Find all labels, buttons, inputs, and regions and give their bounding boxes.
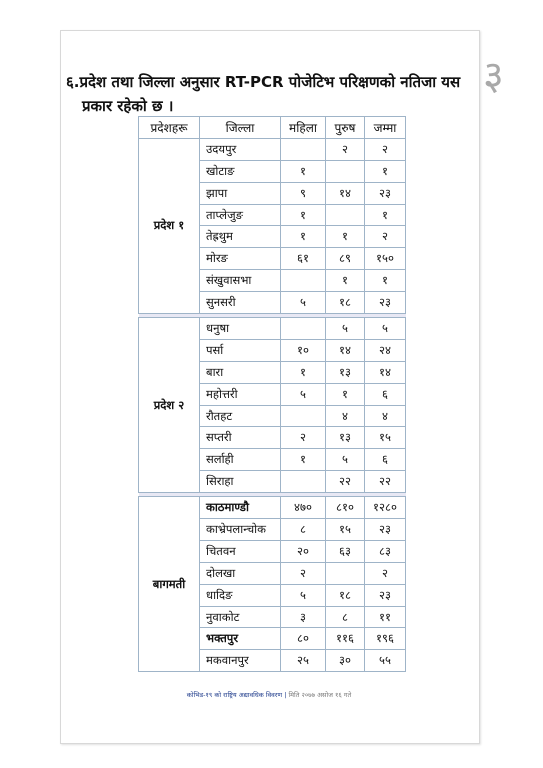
total-cell: १४ xyxy=(365,361,406,383)
section-heading xyxy=(66,70,466,118)
district-cell: उदयपुर xyxy=(200,138,281,160)
heading-line-1: ६.प्रदेश तथा जिल्ला अनुसार RT-PCR पोजेटिभ परिक्षणको नतिजा यस xyxy=(66,73,461,91)
female-cell xyxy=(281,138,326,160)
female-cell: १ xyxy=(281,361,326,383)
total-cell: १ xyxy=(365,204,406,226)
female-cell: २ xyxy=(281,427,326,449)
female-cell: ९ xyxy=(281,182,326,204)
female-cell xyxy=(281,471,326,493)
district-cell: सुनसरी xyxy=(200,292,281,314)
female-cell: ५ xyxy=(281,383,326,405)
female-cell: १ xyxy=(281,449,326,471)
total-cell: १ xyxy=(365,160,406,182)
total-cell: २३ xyxy=(365,584,406,606)
table-body xyxy=(139,138,406,671)
female-cell: १ xyxy=(281,160,326,182)
district-cell: नुवाकोट xyxy=(200,606,281,628)
district-cell: झापा xyxy=(200,182,281,204)
district-cell: ताप्लेजुङ xyxy=(200,204,281,226)
footer-title: कोभिड-१९ को राष्ट्रिय अद्यावधिक विवरण | xyxy=(186,691,287,699)
total-cell: ८३ xyxy=(365,540,406,562)
table-row xyxy=(139,138,406,160)
female-cell: ८० xyxy=(281,628,326,650)
total-cell: २३ xyxy=(365,182,406,204)
total-cell: १९६ xyxy=(365,628,406,650)
total-cell: ६ xyxy=(365,449,406,471)
province-cell: बागमती xyxy=(139,497,200,672)
district-cell: महोत्तरी xyxy=(200,383,281,405)
district-cell: तेह्रथुम xyxy=(200,226,281,248)
total-cell: २ xyxy=(365,138,406,160)
district-cell: खोटाङ xyxy=(200,160,281,182)
district-cell: सप्तरी xyxy=(200,427,281,449)
male-cell: १ xyxy=(326,226,365,248)
male-cell: १८ xyxy=(326,292,365,314)
male-cell: २ xyxy=(326,138,365,160)
header-province: प्रदेशहरू xyxy=(139,117,200,139)
male-cell: १५ xyxy=(326,519,365,541)
total-cell: ५ xyxy=(365,318,406,340)
female-cell: ४७० xyxy=(281,497,326,519)
total-cell: २ xyxy=(365,226,406,248)
female-cell: १० xyxy=(281,339,326,361)
male-cell: १४ xyxy=(326,339,365,361)
male-cell: ११६ xyxy=(326,628,365,650)
total-cell: २२ xyxy=(365,471,406,493)
female-cell: २० xyxy=(281,540,326,562)
male-cell: ८१० xyxy=(326,497,365,519)
province-cell: प्रदेश २ xyxy=(139,318,200,493)
total-cell: २३ xyxy=(365,519,406,541)
total-cell: १५० xyxy=(365,248,406,270)
total-cell: २ xyxy=(365,562,406,584)
district-cell: चितवन xyxy=(200,540,281,562)
female-cell: २५ xyxy=(281,650,326,672)
district-cell: दोलखा xyxy=(200,562,281,584)
female-cell xyxy=(281,318,326,340)
female-cell xyxy=(281,270,326,292)
district-cell: धनुषा xyxy=(200,318,281,340)
header-female: महिला xyxy=(281,117,326,139)
table-row xyxy=(139,497,406,519)
district-cell: रौतहट xyxy=(200,405,281,427)
header-male: पुरुष xyxy=(326,117,365,139)
province-cell: प्रदेश १ xyxy=(139,138,200,313)
district-cell: संखुवासभा xyxy=(200,270,281,292)
female-cell: ८ xyxy=(281,519,326,541)
district-cell: मोरङ xyxy=(200,248,281,270)
total-cell: २३ xyxy=(365,292,406,314)
footer-date: मिति २०७७ असोज १६ गते xyxy=(288,691,352,699)
female-cell xyxy=(281,405,326,427)
total-cell: ११ xyxy=(365,606,406,628)
male-cell xyxy=(326,160,365,182)
male-cell: १ xyxy=(326,383,365,405)
male-cell xyxy=(326,562,365,584)
district-cell: सिराहा xyxy=(200,471,281,493)
male-cell: १८ xyxy=(326,584,365,606)
total-cell: १ xyxy=(365,270,406,292)
total-cell: ४ xyxy=(365,405,406,427)
district-cell: धादिङ xyxy=(200,584,281,606)
page-number: ३ xyxy=(483,53,504,99)
male-cell: १३ xyxy=(326,427,365,449)
male-cell: ६३ xyxy=(326,540,365,562)
covid-results-table xyxy=(138,116,406,672)
district-cell: पर्सा xyxy=(200,339,281,361)
female-cell: ५ xyxy=(281,292,326,314)
page-footer xyxy=(60,690,478,699)
total-cell: १५ xyxy=(365,427,406,449)
total-cell: २४ xyxy=(365,339,406,361)
district-cell: काठमाण्डौ xyxy=(200,497,281,519)
heading-line-2: प्रकार रहेको छ । xyxy=(82,97,174,115)
table-row xyxy=(139,318,406,340)
male-cell xyxy=(326,204,365,226)
district-cell: मकवानपुर xyxy=(200,650,281,672)
district-cell: भक्तपुर xyxy=(200,628,281,650)
header-district: जिल्ला xyxy=(200,117,281,139)
district-cell: सर्लाही xyxy=(200,449,281,471)
total-cell: ५५ xyxy=(365,650,406,672)
male-cell: ५ xyxy=(326,449,365,471)
male-cell: ८९ xyxy=(326,248,365,270)
male-cell: १ xyxy=(326,270,365,292)
district-cell: काभ्रेपलान्चोक xyxy=(200,519,281,541)
male-cell: ८ xyxy=(326,606,365,628)
male-cell: १४ xyxy=(326,182,365,204)
female-cell: ५ xyxy=(281,584,326,606)
district-cell: बारा xyxy=(200,361,281,383)
total-cell: ६ xyxy=(365,383,406,405)
female-cell: १ xyxy=(281,204,326,226)
female-cell: २ xyxy=(281,562,326,584)
male-cell: ४ xyxy=(326,405,365,427)
header-total: जम्मा xyxy=(365,117,406,139)
male-cell: ३० xyxy=(326,650,365,672)
female-cell: ६१ xyxy=(281,248,326,270)
table-header-row xyxy=(139,117,406,139)
male-cell: १३ xyxy=(326,361,365,383)
female-cell: १ xyxy=(281,226,326,248)
total-cell: १२८० xyxy=(365,497,406,519)
male-cell: ५ xyxy=(326,318,365,340)
male-cell: २२ xyxy=(326,471,365,493)
female-cell: ३ xyxy=(281,606,326,628)
